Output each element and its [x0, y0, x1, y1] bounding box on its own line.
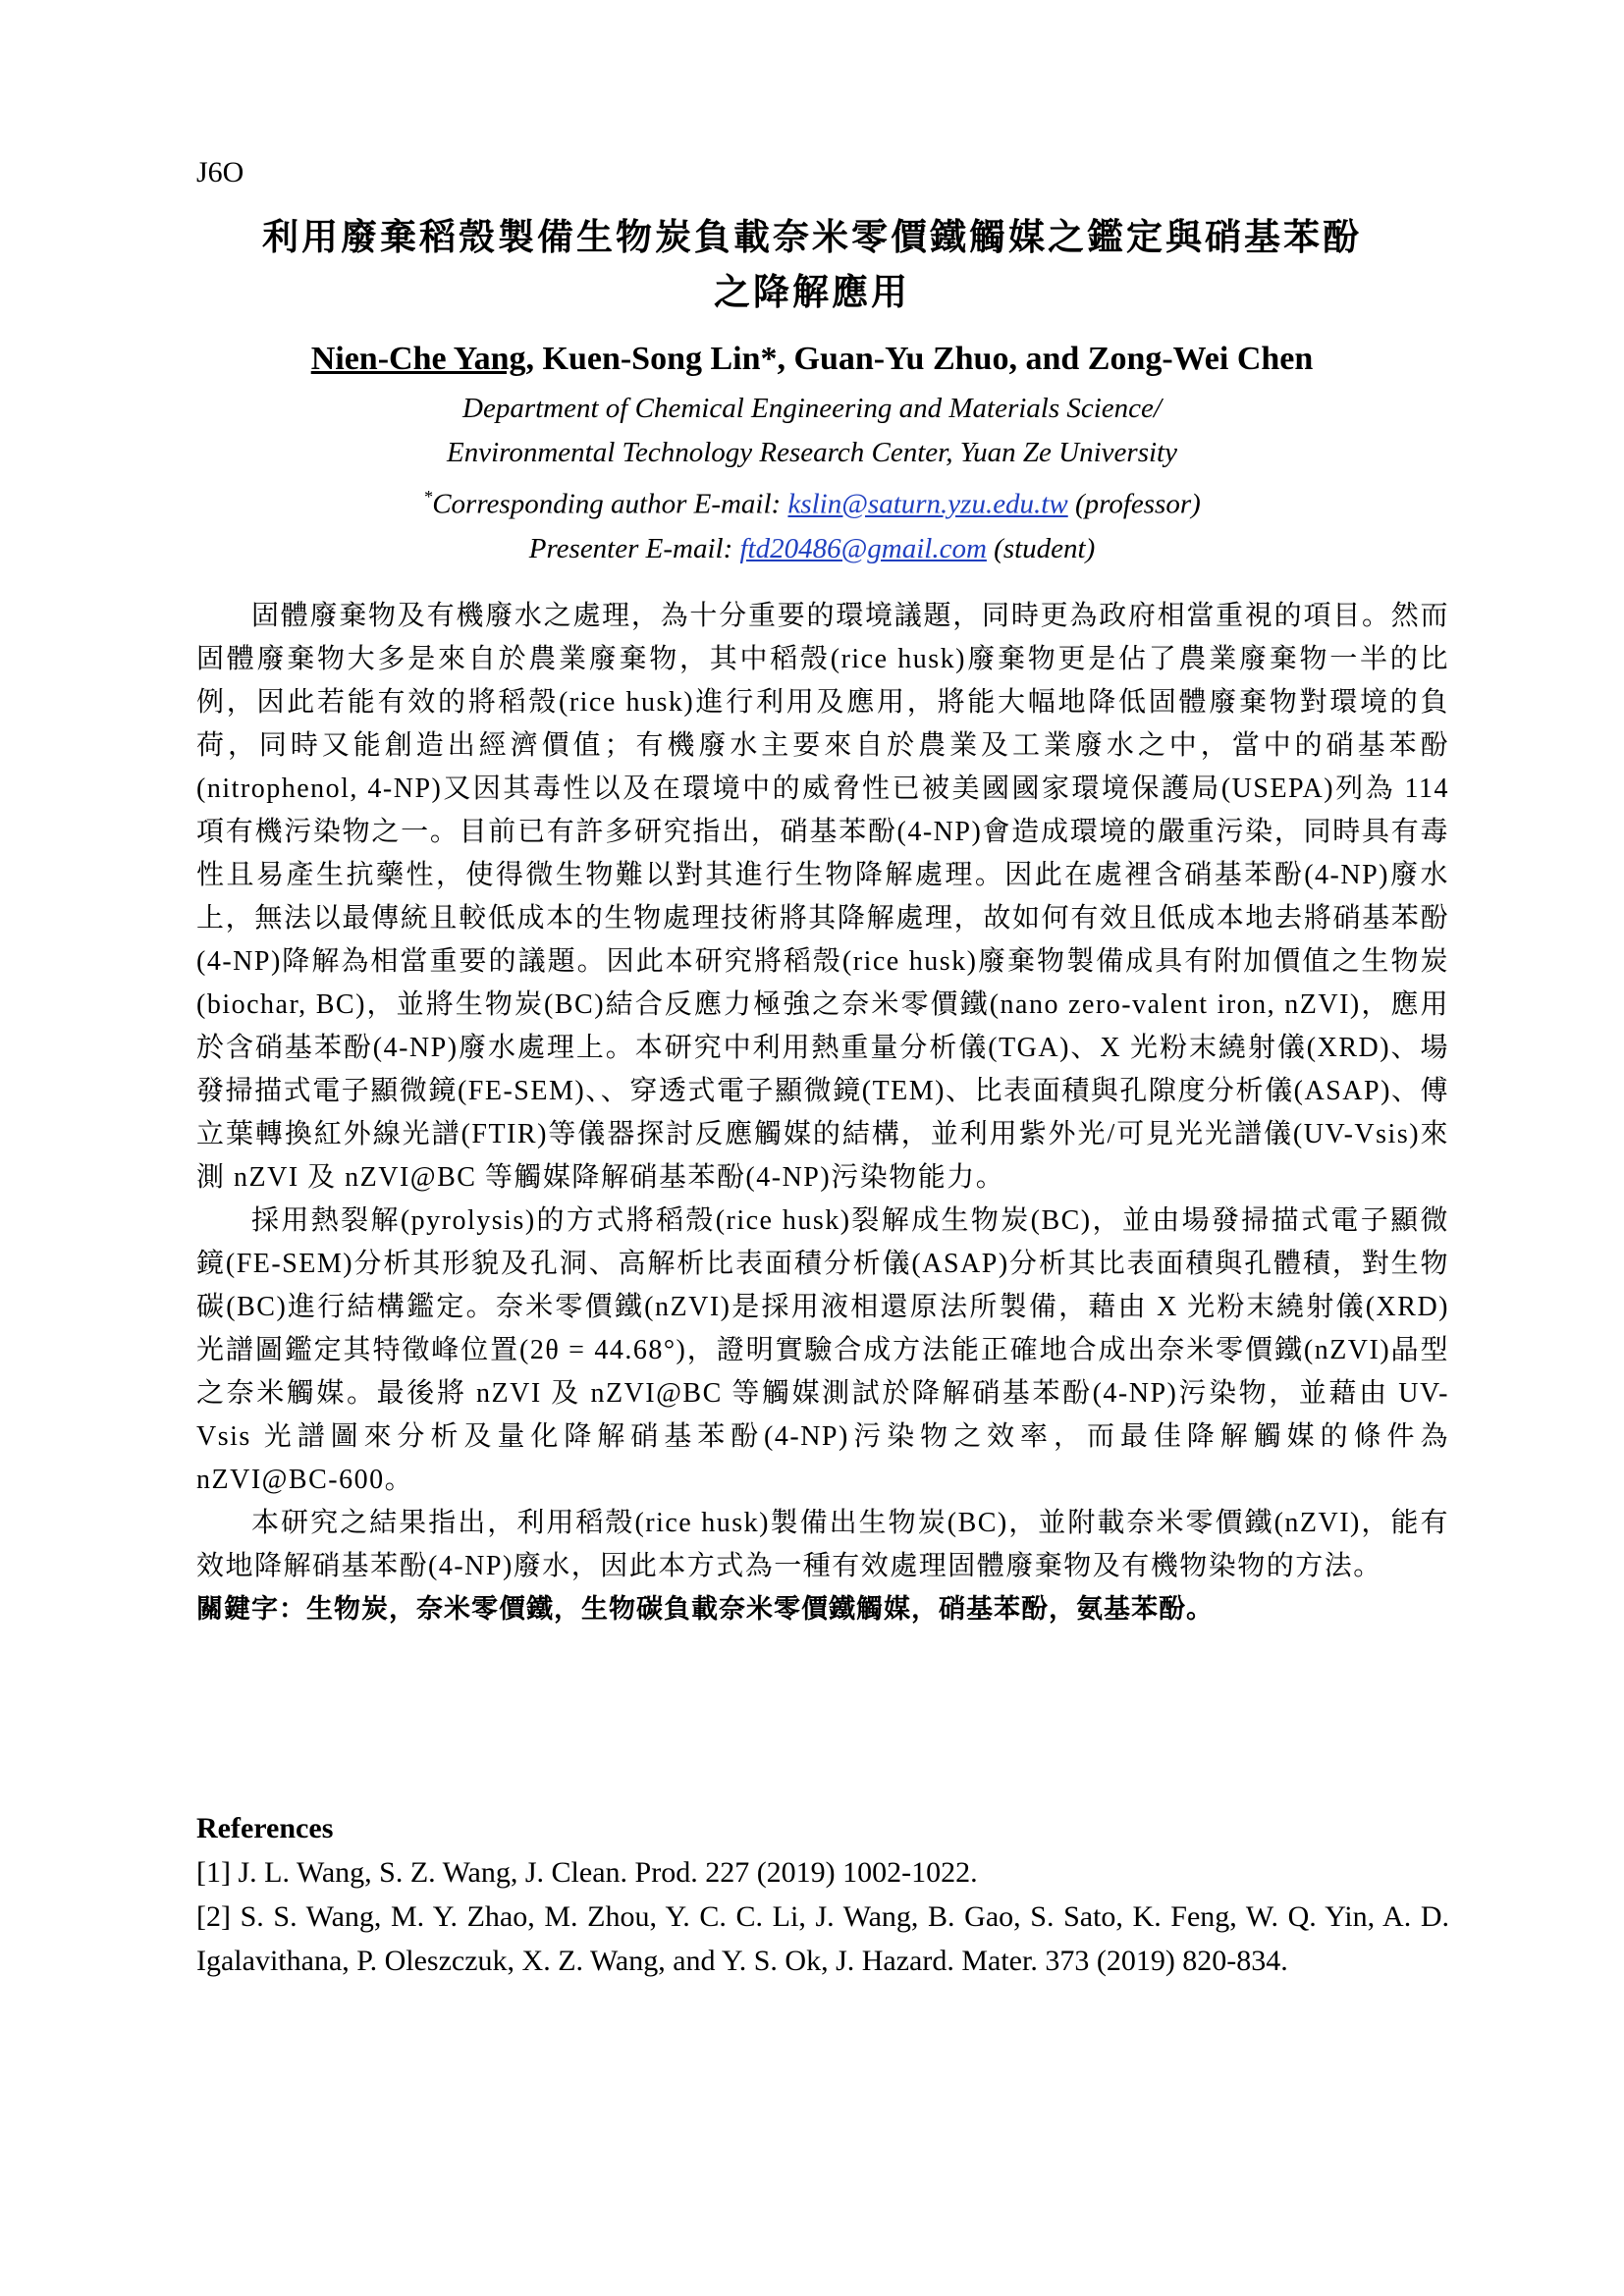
abstract-paragraph-1: 固體廢棄物及有機廢水之處理，為十分重要的環境議題，同時更為政府相當重視的項目。然而固體廢棄物大多是來自於農業廢棄物，其中稻殼(rice husk)廢棄物更是佔了農業廢棄物一半的比例，因此若能有效的將稻殼(rice husk)進行利用及應用，將能大幅地降低固體廢棄物對環境的負荷，同時又能創造出經濟價值；有機廢水主要來自於農業及工業廢水之中，當中的硝基苯酚(nitrophenol, 4-NP)又因其毒性以及在環境中的威脅性已被美國國家環境保護局(USEPA)列為 114 項有機污染物之一。目前已有許多研究指出，硝基苯酚(4-NP)會造成環境的嚴重污染，同時具有毒性且易產生抗藥性，使得微生物難以對其進行生物降解處理。因此在處裡含硝基苯酚(4-NP)廢水上，無法以最傳統且較低成本的生物處理技術將其降解處理，故如何有效且低成本地去將硝基苯酚(4-NP)降解為相當重要的議題。因此本研究將稻殼(rice husk)廢棄物製備成具有附加價值之生物炭(biochar, BC)，並將生物炭(BC)結合反應力極強之奈米零價鐵(nano zero-valent iron, nZVI)，應用於含硝基苯酚(4-NP)廢水處理上。本研究中利用熱重量分析儀(TGA)、X 光粉末繞射儀(XRD)、場發掃描式電子顯微鏡(FE-SEM)、、穿透式電子顯微鏡(TEM)、比表面積與孔隙度分析儀(ASAP)、傅立葉轉換紅外線光譜(FTIR)等儀器探討反應觸媒的結構，並利用紫外光/可見光光譜儀(UV-Vsis)來測 nZVI 及 nZVI@BC 等觸媒降解硝基苯酚(4-NP)污染物能力。: [196, 601, 1449, 1193]
paper-code: J6O: [196, 156, 244, 188]
reference-item-1: [1] J. L. Wang, S. Z. Wang, J. Clean. Prod. 227 (2019) 1002-1022.: [196, 1856, 978, 1889]
co-authors: , Kuen-Song Lin*, Guan-Yu Zhuo, and Zong-Wei Chen: [525, 341, 1314, 377]
affiliation-line-2: Environmental Technology Research Center, Yuan Ze University: [447, 437, 1177, 468]
affiliation-line-1: Department of Chemical Engineering and Materials Science/: [462, 393, 1162, 424]
corresponding-mark: *: [423, 487, 433, 507]
presenter-author: Nien-Che Yang: [310, 341, 526, 377]
presenter-email-line: [137, 527, 1487, 571]
presenter-label: Presenter E-mail:: [528, 532, 740, 564]
presenter-email-link[interactable]: ftd20486@gmail.com: [739, 532, 987, 564]
references-section: [196, 1806, 1449, 1983]
abstract-body: [196, 595, 1449, 1631]
author-list: [137, 338, 1487, 381]
corresponding-role: (professor): [1067, 488, 1201, 520]
references-heading: References: [196, 1812, 334, 1844]
title-line-2: 之降解應用: [714, 271, 910, 313]
abstract-paragraph-3: 本研究之結果指出，利用稻殼(rice husk)製備出生物炭(BC)，並附載奈米零價鐵(nZVI)，能有效地降解硝基苯酚(4-NP)廢水，因此本方式為一種有效處理固體廢棄物及有機物染物的方法。: [196, 1508, 1449, 1581]
reference-item-2: [2] S. S. Wang, M. Y. Zhao, M. Zhou, Y. C. C. Li, J. Wang, B. Gao, S. Sato, K. Feng, W. Q. Yin, A. D. Igalavithana, P. Oleszczuk, X. Z. Wang, and Y. S. Ok, J. Hazard. Mater. 373 (2019) 820-834.: [196, 1900, 1449, 1977]
corresponding-label: Corresponding author E-mail:: [432, 488, 788, 520]
abstract-paragraph-2: 採用熱裂解(pyrolysis)的方式將稻殼(rice husk)裂解成生物炭(BC)，並由場發掃描式電子顯微鏡(FE-SEM)分析其形貌及孔洞、高解析比表面積分析儀(ASAP)分析其比表面積與孔體積，對生物碳(BC)進行結構鑑定。奈米零價鐵(nZVI)是採用液相還原法所製備，藉由 X 光粉末繞射儀(XRD)光譜圖鑑定其特徵峰位置(2θ = 44.68°)，證明實驗合成方法能正確地合成出奈米零價鐵(nZVI)晶型之奈米觸媒。最後將 nZVI 及 nZVI@BC 等觸媒測試於降解硝基苯酚(4-NP)污染物，並藉由 UV-Vsis 光譜圖來分析及量化降解硝基苯酚(4-NP)污染物之效率，而最佳降解觸媒的條件為 nZVI@BC-600。: [196, 1205, 1449, 1495]
paper-title: [177, 210, 1447, 320]
title-line-1: 利用廢棄稻殼製備生物炭負載奈米零價鐵觸媒之鑑定與硝基苯酚: [262, 216, 1362, 258]
corresponding-email-link[interactable]: kslin@saturn.yzu.edu.tw: [787, 488, 1068, 520]
presenter-role: (student): [986, 532, 1096, 564]
corresponding-author-line: [137, 475, 1487, 527]
keywords: 關鍵字：生物炭，奈米零價鐵，生物碳負載奈米零價鐵觸媒，硝基苯酚，氨基苯酚。: [196, 1594, 1214, 1625]
affiliation-block: [137, 387, 1487, 571]
